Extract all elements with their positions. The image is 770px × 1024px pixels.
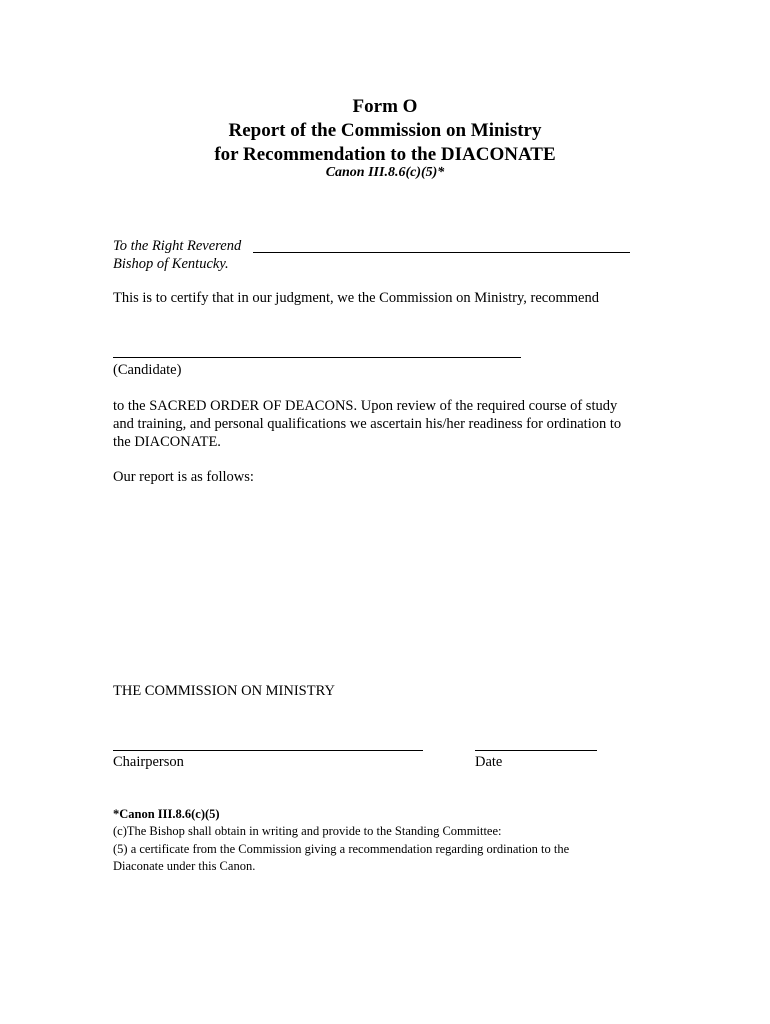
bishop-of-kentucky: Bishop of Kentucky. (113, 256, 229, 272)
form-title-line1: Report of the Commission on Ministry (228, 120, 542, 141)
chairperson-label: Chairperson (113, 754, 184, 770)
date-line[interactable] (475, 750, 597, 751)
candidate-name-line[interactable] (113, 357, 521, 358)
order-text-line2: and training, and personal qualifications we ascertain his/her readiness for ordination to (113, 416, 622, 432)
order-text-line3: the DIACONATE. (113, 434, 221, 450)
canon-reference: Canon III.8.6(c)(5)* (325, 165, 445, 180)
chairperson-signature-line[interactable] (113, 750, 423, 751)
order-text-line1: to the SACRED ORDER OF DEACONS. Upon review of the required course of study (113, 398, 618, 414)
candidate-label: (Candidate) (113, 362, 182, 378)
footnote-title: *Canon III.8.6(c)(5) (113, 807, 220, 821)
footnote-line1: (c)The Bishop shall obtain in writing and provide to the Standing Committee: (113, 824, 502, 838)
certify-statement: This is to certify that in our judgment, we the Commission on Ministry, recommend (113, 290, 599, 306)
footnote-line2: (5) a certificate from the Commission giving a recommendation regarding ordination to the (113, 842, 570, 856)
commission-heading: THE COMMISSION ON MINISTRY (113, 683, 335, 699)
date-label: Date (475, 754, 503, 770)
bishop-name-line[interactable] (253, 252, 630, 253)
report-intro: Our report is as follows: (113, 469, 254, 485)
form-label: Form O (352, 96, 418, 117)
to-right-reverend: To the Right Reverend (113, 238, 242, 254)
footnote-line3: Diaconate under this Canon. (113, 859, 256, 873)
form-title-line2: for Recommendation to the DIACONATE (214, 144, 556, 165)
